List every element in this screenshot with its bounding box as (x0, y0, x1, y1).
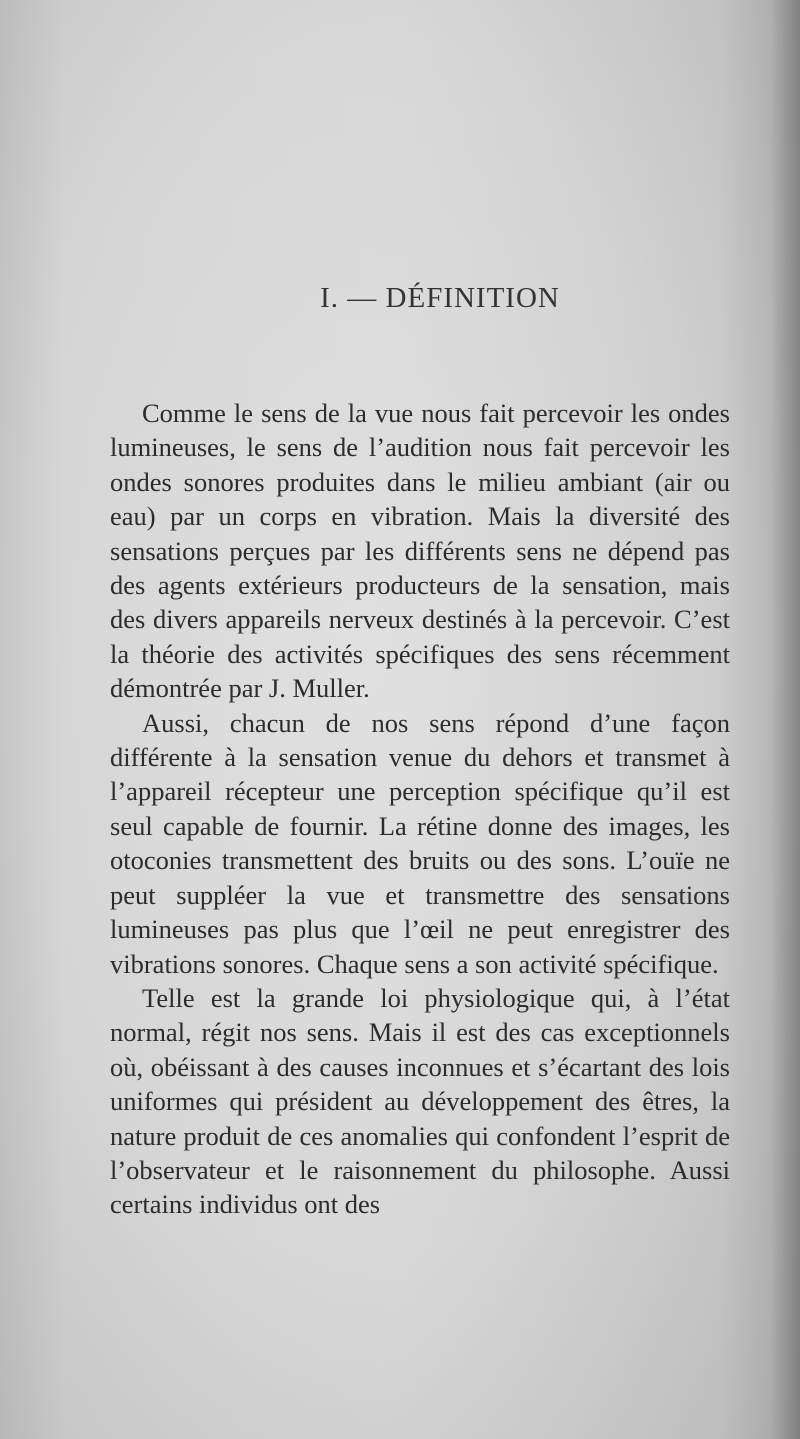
page-edge-shadow (770, 0, 800, 1439)
body-text (110, 396, 730, 1222)
paragraph-3: Telle est la grande loi physiologique qui, à l’état normal, régit nos sens. Mais il est des cas exceptionnels où, obéissant à des causes inconnues et s’écartant des lois uniformes qui président au développement des êtres, la nature produit de ces anomalies qui confondent l’esprit de l’observateur et le raisonnement du philosophe. Aussi certains individus ont des (110, 982, 730, 1220)
section-heading: I. — DÉFINITION (320, 282, 560, 314)
paragraph-1: Comme le sens de la vue nous fait percevoir les ondes lumineuses, le sens de l’audition nous fait percevoir les ondes sonores produites dans le milieu ambiant (air ou eau) par un corps en vibration. Mais la diversité des sensations perçues par les différents sens ne dépend pas des agents extérieurs producteurs de la sensation, mais des divers appareils nerveux destinés à la percevoir. C’est la théorie des activités spécifiques des sens récemment démontrée par J. Muller. (110, 398, 730, 704)
paragraph-2: Aussi, chacun de nos sens répond d’une façon différente à la sensation venue du dehors et transmet à l’appareil récepteur une perception spécifique qu’il est seul capable de fournir. La rétine donne des images, les otoconies transmettent des bruits ou des sons. L’ouïe ne peut suppléer la vue et transmettre des sensations lumineuses pas plus que l’œil ne peut enregistrer des vibrations sonores. Chaque sens a son activité spécifique. (110, 707, 730, 979)
